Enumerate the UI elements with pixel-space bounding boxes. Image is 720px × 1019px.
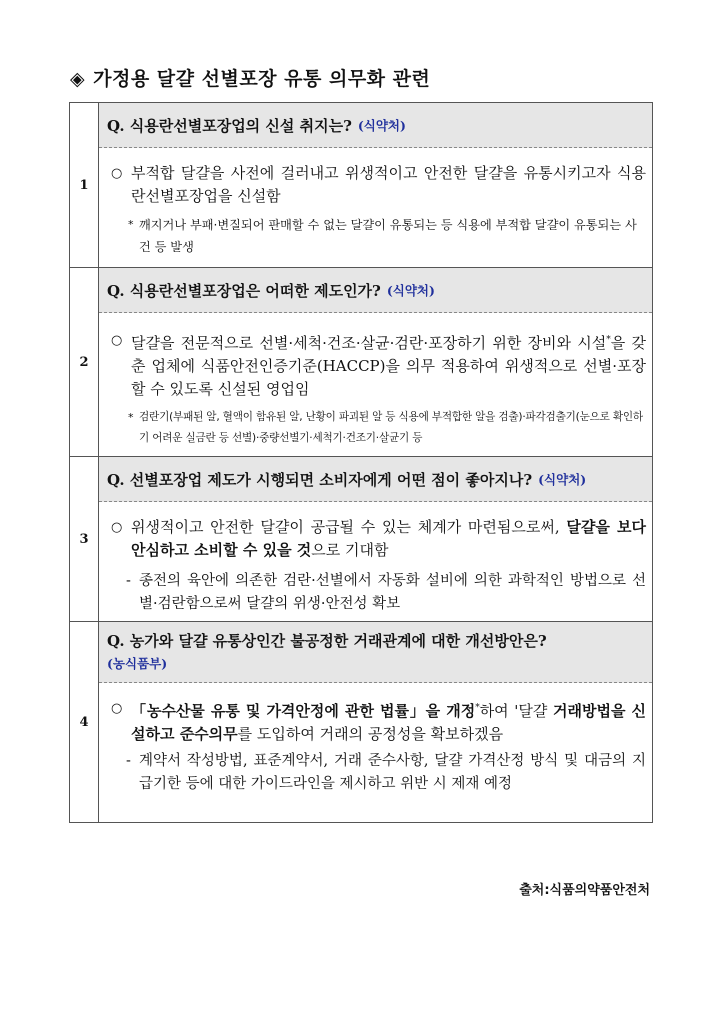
sub-point-text: 계약서 작성방법, 표준계약서, 거래 준수사항, 달걀 가격산정 방식 및 대금의 지급기한 등에 대한 가이드라인을 제시하고 위반 시 제재 예정: [139, 753, 646, 792]
dash-marker: -: [126, 753, 131, 769]
answer-text-part2: 을 갖춘 업체에 식품안전인증기준(HACCP)을 의무 적용하여 위생적으로 선별·포장할 수 있도록 신설된 영업임: [131, 334, 646, 398]
asterisk-marker: *: [128, 411, 134, 424]
footnote-text: 검란기(부패된 알, 혈액이 함유된 알, 난황이 파괴된 알 등 식용에 부적합한 알을 검출)·파각검출기(눈으로 확인하기 어려운 실금란 등 선별)·중량선별기·세척기·건조기·살균기 등: [139, 411, 643, 444]
answer-paragraph: [105, 162, 646, 208]
agency-label: (식약처): [538, 472, 587, 487]
page-title: [70, 64, 430, 91]
circle-bullet-icon: ○: [111, 520, 123, 535]
footnote-ref: *: [606, 335, 611, 345]
qa-table: [69, 102, 653, 823]
question-text: Q. 선별포장업 제도가 시행되면 소비자에게 어떤 점이 좋아지나?: [107, 470, 533, 489]
answer-paragraph: [105, 697, 646, 746]
row-number: 4: [70, 622, 99, 823]
qa-content: [99, 268, 653, 457]
answer-text-part1: 위생적이고 안전한 달걀이 공급될 수 있는 체계가 마련됨으로써,: [131, 518, 567, 536]
footnote-text: 깨지거나 부패·변질되어 판매할 수 없는 달걀이 유통되는 등 식용에 부적합 달걀이 유통되는 사건 등 발생: [139, 218, 637, 254]
answer-emphasis: 달걀을 보다 안심하고 소비할 수 있을 것: [131, 518, 646, 559]
agency-label: (농식품부): [107, 656, 168, 671]
answer-block: [99, 502, 652, 616]
sub-point: [105, 750, 646, 796]
agency-label: (식약처): [357, 118, 406, 133]
answer-block: [99, 683, 652, 796]
source-note: 출처:식품의약품안전처: [519, 883, 650, 898]
asterisk-marker: *: [128, 218, 134, 231]
page-title-text: 가정용 달걀 선별포장 유통 의무화 관련: [93, 68, 431, 90]
circle-bullet-icon: ○: [111, 166, 123, 181]
answer-paragraph: [105, 516, 646, 562]
sub-point-text: 종전의 육안에 의존한 검란·선별에서 자동화 설비에 의한 과학적인 방법으로 선별·검란함으로써 달걀의 위생·안전성 확보: [139, 573, 646, 612]
question-text: Q. 식용란선별포장업의 신설 취지는?: [107, 116, 352, 135]
law-name: 「농수산물 유통 및 가격안정에 관한 법률」을 개정: [131, 702, 476, 720]
answer-text-part2: 으로 기대함: [311, 541, 389, 559]
answer-text-part1: 달걀을 전문적으로 선별·세척·건조·살균·검란·포장하기 위한 장비와 시설: [131, 334, 607, 352]
qa-row-1: [70, 103, 653, 268]
row-number: 2: [70, 268, 99, 457]
footnote: [105, 214, 646, 258]
circle-bullet-icon: ○: [111, 701, 123, 716]
sub-point: [105, 570, 646, 616]
question-text: Q. 농가와 달걀 유통상인간 불공정한 거래관계에 대한 개선방안은?: [107, 632, 547, 650]
agency-label: (식약처): [386, 283, 435, 298]
question-header: [99, 103, 652, 148]
question-text: Q. 식용란선별포장업은 어떠한 제도인가?: [107, 281, 381, 300]
qa-row-2: [70, 268, 653, 457]
answer-block: [99, 313, 652, 449]
diamond-bullet-icon: ◈: [70, 68, 86, 90]
circle-bullet-icon: ○: [111, 333, 123, 348]
dash-marker: -: [126, 573, 131, 589]
row-number: 1: [70, 103, 99, 268]
answer-emphasis: 거래방법을 신설하고 준수의무: [131, 702, 646, 743]
footnote-ref: *: [475, 703, 480, 713]
question-header: [99, 622, 652, 683]
qa-row-4: [70, 622, 653, 823]
qa-content: [99, 622, 653, 823]
question-header: [99, 268, 652, 313]
answer-text-part2: 를 도입하여 거래의 공정성을 확보하겠음: [237, 725, 504, 743]
qa-row-3: [70, 457, 653, 622]
footnote: [105, 407, 646, 449]
answer-block: [99, 148, 652, 258]
qa-content: [99, 457, 653, 622]
question-header: [99, 457, 652, 502]
qa-content: [99, 103, 653, 268]
answer-paragraph: [105, 329, 646, 401]
row-number: 3: [70, 457, 99, 622]
answer-text: 부적합 달걀을 사전에 걸러내고 위생적이고 안전한 달걀을 유통시키고자 식용란선별포장업을 신설함: [131, 164, 646, 205]
answer-text-part1: 하여 '달걀: [479, 702, 553, 720]
